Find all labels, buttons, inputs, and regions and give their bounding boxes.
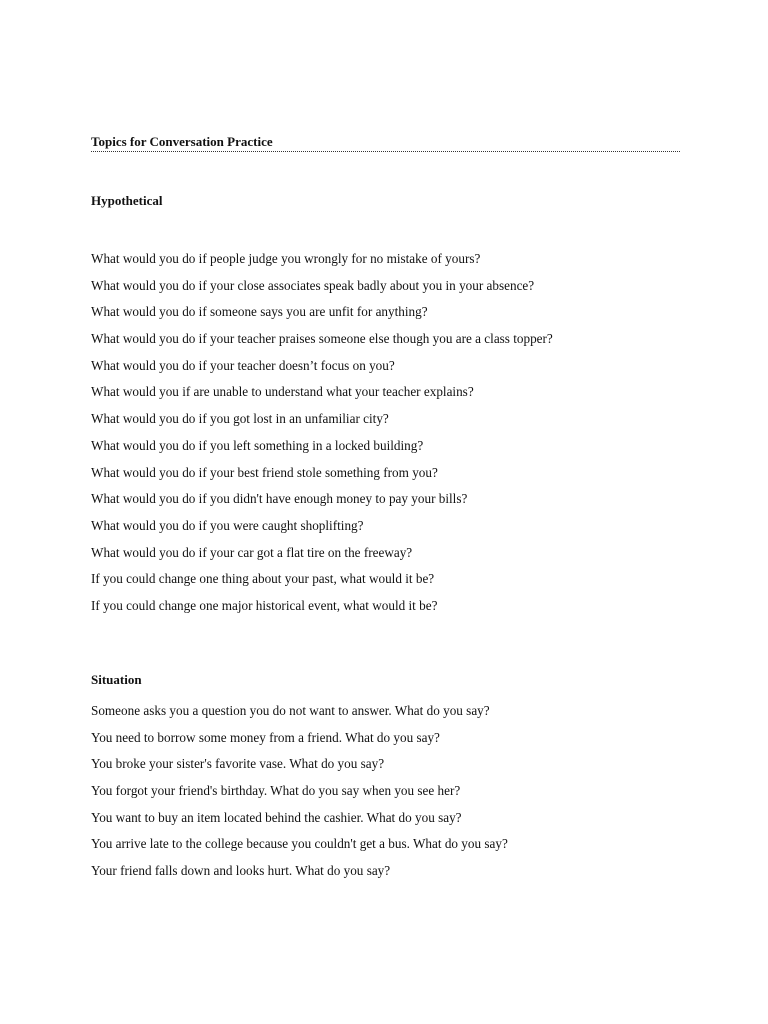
list-item: What would you do if your teacher praises someone else though you are a class topper?	[91, 331, 553, 347]
document-title: Topics for Conversation Practice	[91, 134, 273, 149]
list-item: What would you do if you got lost in an unfamiliar city?	[91, 411, 389, 427]
list-item: Someone asks you a question you do not want to answer. What do you say?	[91, 703, 490, 718]
list-item: What would you do if your teacher doesn’t focus on you?	[91, 357, 395, 373]
list-item: You need to borrow some money from a friend. What do you say?	[91, 729, 440, 745]
list-item: What would you do if you left something in a locked building?	[91, 437, 424, 453]
list-item: What would you if are unable to understand what your teacher explains?	[91, 384, 474, 400]
list-item: What would you do if you didn't have enough money to pay your bills?	[91, 491, 468, 507]
list-item: If you could change one major historical event, what would it be?	[91, 597, 438, 613]
situation-question-list	[91, 702, 508, 889]
list-item: Your friend falls down and looks hurt. What do you say?	[91, 863, 391, 879]
list-item: You broke your sister's favorite vase. What do you say?	[91, 756, 385, 772]
list-item: You want to buy an item located behind the cashier. What do you say?	[91, 809, 462, 825]
list-item: You forgot your friend's birthday. What do you say when you see her?	[91, 783, 461, 799]
list-item: What would you do if someone says you are unfit for anything?	[91, 304, 428, 320]
section-heading-hypothetical: Hypothetical	[91, 193, 163, 208]
list-item: What would you do if people judge you wrongly for no mistake of yours?	[91, 251, 481, 266]
list-item: What would you do if your car got a flat tire on the freeway?	[91, 544, 413, 560]
list-item: What would you do if you were caught shoplifting?	[91, 517, 364, 533]
title-divider	[91, 151, 680, 152]
section-heading-situation: Situation	[91, 672, 142, 687]
list-item: What would you do if your close associates speak badly about you in your absence?	[91, 277, 535, 293]
list-item: If you could change one thing about your past, what would it be?	[91, 571, 435, 587]
hypothetical-question-list	[91, 250, 553, 624]
list-item: You arrive late to the college because you couldn't get a bus. What do you say?	[91, 836, 508, 852]
list-item: What would you do if your best friend stole something from you?	[91, 464, 438, 480]
